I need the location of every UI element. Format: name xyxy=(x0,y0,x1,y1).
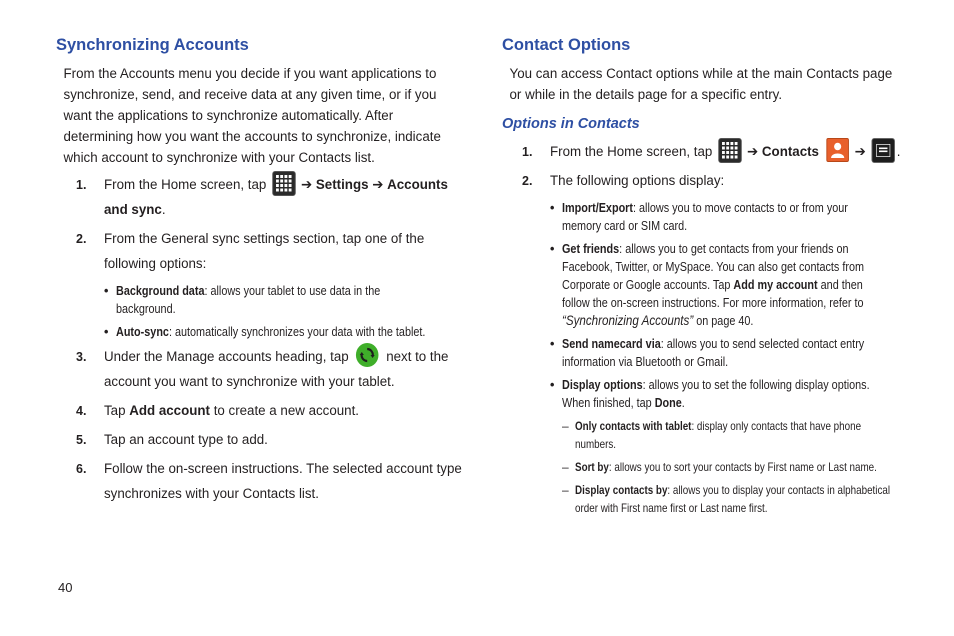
bullet-get-friends xyxy=(502,240,922,330)
bullet-text-continued: and then follow the on-screen instructions. For more information, refer to xyxy=(562,278,864,310)
bullet-dot: • xyxy=(104,284,109,298)
cross-reference-link[interactable]: “Synchronizing Accounts” xyxy=(562,313,694,328)
bullet-text: : allows you to send selected contact entry information via Bluetooth or Gmail. xyxy=(562,337,865,369)
bullet-dot: • xyxy=(104,325,109,339)
step-text: Under the Manage accounts heading, tap xyxy=(104,349,349,365)
step-1 xyxy=(56,173,466,223)
step-text: The following options display: xyxy=(550,173,725,189)
step-number: 5. xyxy=(76,433,87,447)
step-number: 1. xyxy=(522,145,533,159)
dash-sort-by xyxy=(502,458,922,476)
arrow: ➔ xyxy=(301,177,313,193)
dash-title: Only contacts with tablet xyxy=(575,419,692,433)
section-heading-contact-options: Contact Options xyxy=(502,36,631,54)
section-heading-synchronizing-accounts: Synchronizing Accounts xyxy=(56,36,249,54)
step-text-continued: next to the account you want to synchronize with your tablet. xyxy=(104,349,449,390)
step-number: 2. xyxy=(522,174,533,188)
bullet-dot: • xyxy=(550,201,555,215)
dash-title: Display contacts by xyxy=(575,483,668,497)
step-5 xyxy=(56,428,466,453)
bullet-title: Display options xyxy=(562,378,643,392)
step-number: 3. xyxy=(76,350,87,364)
step-text: Follow the on-screen instructions. The selected account type synchronizes with your Contacts list. xyxy=(104,461,462,502)
dash-only-contacts-with-tablet xyxy=(502,417,922,453)
apps-grid-icon xyxy=(272,171,296,196)
menu-icon xyxy=(871,138,895,163)
intro-paragraph: From the Accounts menu you decide if you want applications to synchronize, send, and receive data at any given time, or if you want the applications to synchronize automatically. After determining how you want the accounts to synchronize, indicate which account to synchronize with your Contacts list. xyxy=(63,66,441,166)
step-number: 2. xyxy=(76,232,87,246)
period: . xyxy=(161,202,166,218)
bullet-title: Send namecard via xyxy=(562,337,661,351)
bullet-auto-sync xyxy=(56,323,466,341)
bullet-background-data xyxy=(56,282,466,318)
step-text: From the Home screen, tap xyxy=(550,144,713,160)
settings-label: Settings xyxy=(315,177,369,193)
bullet-title: Import/Export xyxy=(562,201,634,215)
intro-paragraph: You can access Contact options while at the main Contacts page or while in the details page for a specific entry. xyxy=(509,66,893,103)
arrow: ➔ xyxy=(372,177,384,193)
step-2 xyxy=(56,227,466,277)
bullet-dot: • xyxy=(550,242,555,256)
arrow: ➔ xyxy=(854,144,866,160)
bullet-text: : allows your tablet to use data in the background. xyxy=(116,284,381,316)
step-number: 1. xyxy=(76,178,87,192)
add-account-label: Add account xyxy=(129,403,210,419)
bullet-send-namecard-via xyxy=(502,335,922,371)
bullet-display-options xyxy=(502,376,922,412)
done-label: Done xyxy=(654,396,682,410)
page-reference: on page 40. xyxy=(696,314,754,328)
dash-text: : allows you to display your contacts in alphabetical order with First name first or Last name first. xyxy=(575,483,891,515)
step-text-continued: to create a new account. xyxy=(213,403,360,419)
step-6 xyxy=(56,457,466,507)
dash-display-contacts-by xyxy=(502,481,922,517)
right-column xyxy=(502,36,922,517)
step-text: From the Home screen, tap xyxy=(104,177,267,193)
step-3 xyxy=(56,345,466,395)
dash-text: : display only contacts that have phone numbers. xyxy=(575,419,862,451)
left-column xyxy=(56,36,466,507)
step-number: 6. xyxy=(76,462,87,476)
dash-mark: – xyxy=(562,483,569,497)
step-number: 4. xyxy=(76,404,87,418)
page-number: 40 xyxy=(58,580,73,595)
bullet-import-export xyxy=(502,199,922,235)
period: . xyxy=(896,144,901,160)
bullet-text: : automatically synchronizes your data with the tablet. xyxy=(168,325,426,339)
bullet-title: Get friends xyxy=(562,242,620,256)
add-my-account-label: Add my account xyxy=(733,278,818,292)
accounts-and-sync-label: Accounts and sync xyxy=(104,177,448,218)
sync-icon xyxy=(356,343,379,367)
step-text: Tap an account type to add. xyxy=(104,432,268,448)
step-1 xyxy=(502,140,922,165)
contacts-icon xyxy=(826,138,849,162)
apps-grid-icon xyxy=(718,138,742,163)
dash-mark: – xyxy=(562,419,569,433)
dash-mark: – xyxy=(562,460,569,474)
contacts-label: Contacts xyxy=(761,144,819,160)
bullet-title: Background data xyxy=(116,284,205,298)
subheading-options-in-contacts: Options in Contacts xyxy=(502,116,640,132)
bullet-title: Auto-sync xyxy=(116,325,169,339)
dash-title: Sort by xyxy=(575,460,609,474)
bullet-text: : allows you to set the following display options. When finished, tap xyxy=(562,378,870,410)
bullet-text: : allows you to move contacts to or from your memory card or SIM card. xyxy=(562,201,848,233)
period: . xyxy=(681,396,685,410)
step-2 xyxy=(502,169,922,194)
bullet-dot: • xyxy=(550,378,555,392)
bullet-dot: • xyxy=(550,337,555,351)
step-4 xyxy=(56,399,466,424)
arrow: ➔ xyxy=(747,144,759,160)
step-text: From the General sync settings section, tap one of the following options: xyxy=(104,231,425,272)
bullet-text: : allows you to get contacts from your friends on Facebook, Twitter, or MySpace. You can also get contacts from Corporate or Google accounts. Tap xyxy=(562,242,865,292)
dash-text: : allows you to sort your contacts by First name or Last name. xyxy=(608,460,877,474)
step-text: Tap xyxy=(104,403,126,419)
